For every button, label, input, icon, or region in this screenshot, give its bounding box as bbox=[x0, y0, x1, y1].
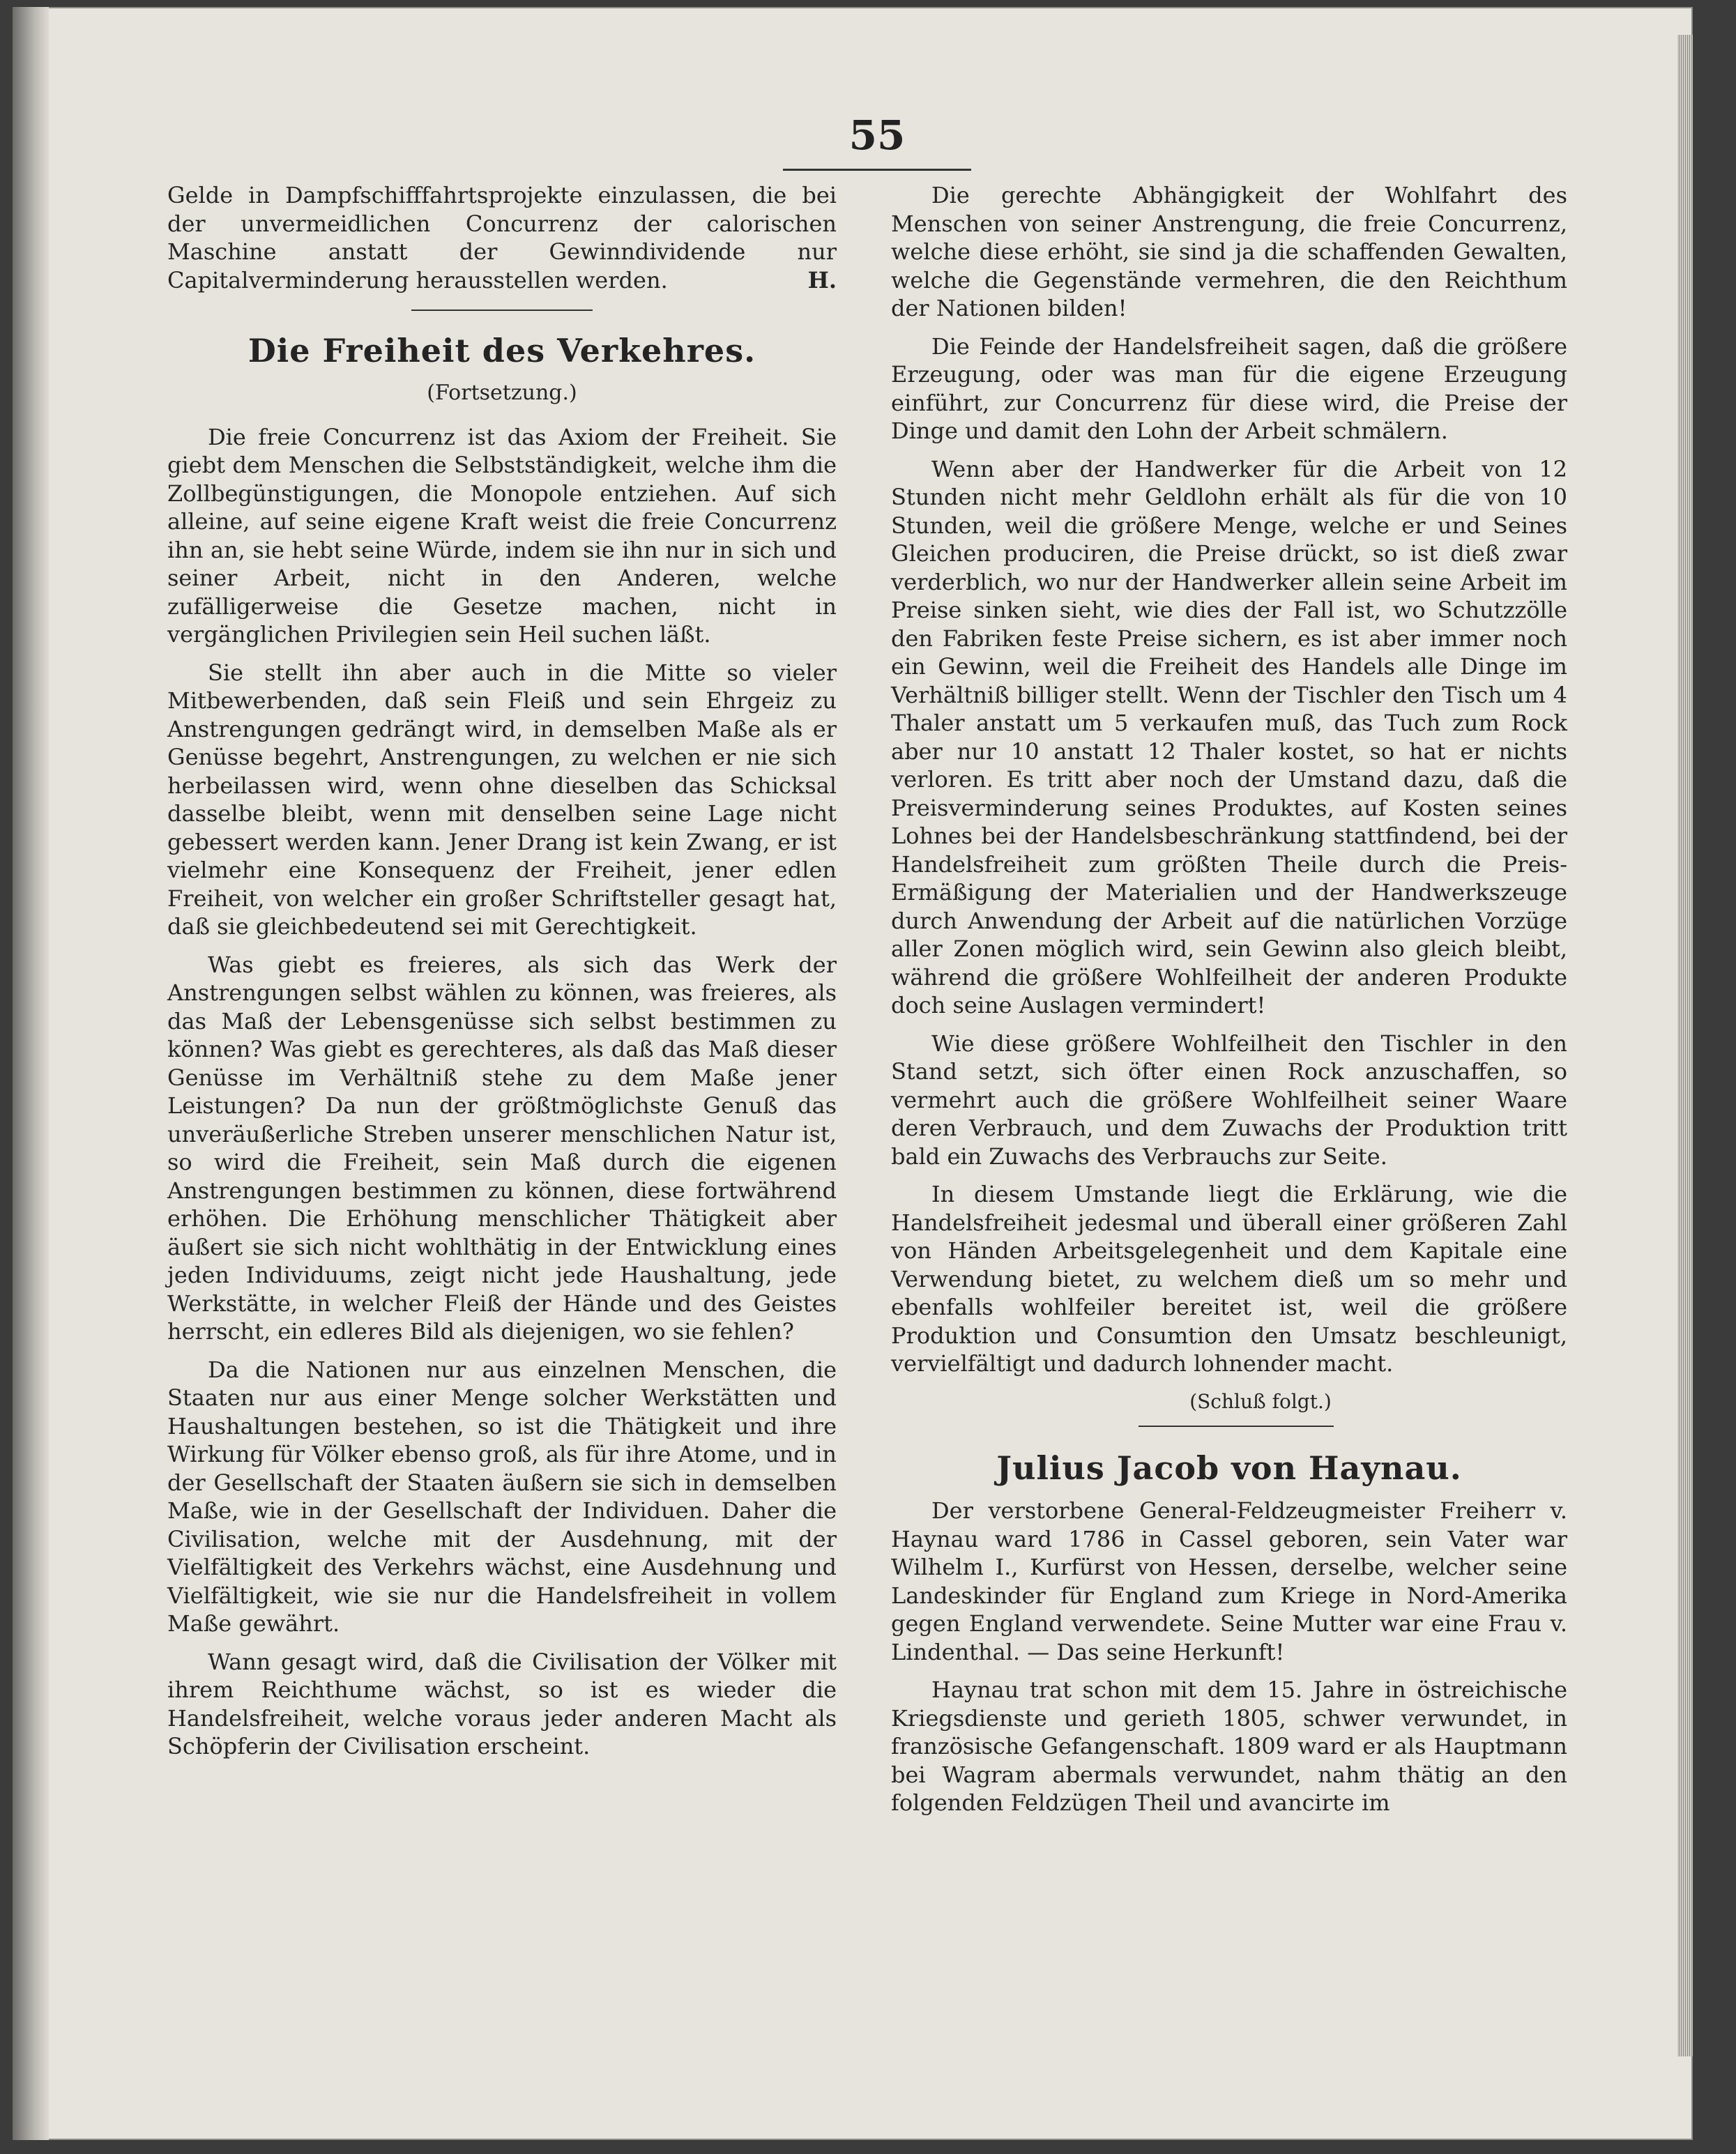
page-edges bbox=[1677, 35, 1693, 2056]
article2-paragraph: Der verstorbene General-Feldzeugmeister Freiherr v. Haynau ward 1786 in Cassel geboren, sein Vater war Wilhelm I., Kurfürst von Hessen, derselbe, welcher seine Landeskinder für England zum Kriege in Nord-Amerika gegen England verwendete. Seine Mutter war eine Frau v. Lindenthal. — Das seine Herkunft! bbox=[891, 1497, 1567, 1665]
article-paragraph: Die Feinde der Handelsfreiheit sagen, daß die größere Erzeugung, oder was man für die eigene Erzeugung einführt, zur Concurrenz für diese wird, die Preise der Dinge und damit den Lohn der Arbeit schmälern. bbox=[891, 333, 1567, 444]
article2-paragraph: Haynau trat schon mit dem 15. Jahre in östreichische Kriegsdienste und gerieth 1805, schwer verwundet, in französische Gefangenschaft. 1809 ward er als Hauptmann bei Wagram abermals verwundet, nahm thätig an den folgenden Feldzügen Theil und avancirte im bbox=[891, 1676, 1567, 1816]
section-divider bbox=[411, 310, 593, 311]
article-paragraph: Die gerechte Abhängigkeit der Wohlfahrt des Menschen von seiner Anstrengung, die freie Concurrenz, welche diese erhöht, sie sind ja die schaffenden Gewalten, welche die Gegenstände vermehren, die den Reichthum der Nationen bilden! bbox=[891, 182, 1567, 321]
intro-signature: H. bbox=[807, 266, 837, 293]
book-page bbox=[13, 7, 1693, 2140]
to-be-continued-note: (Schluß folgt.) bbox=[1189, 1389, 1332, 1413]
article2-title: Julius Jacob von Haynau. bbox=[996, 1449, 1462, 1487]
article-paragraph: Da die Nationen nur aus einzelnen Menschen, die Staaten nur aus einer Menge solcher Werkstätten und Haushaltungen bestehen, so ist die Thätigkeit und ihre Wirkung für Völker ebenso groß, als für ihre Atome, und in der Gesellschaft der Staaten äußern sie sich in demselben Maße, wie in der Gesellschaft der Individuen. Daher die Civilisation, welche mit der Ausdehnung, mit der Vielfältigkeit des Verkehrs wächst, eine Ausdehnung und Vielfältigkeit, wie sie nur die Handelsfreiheit in vollem Maße gewährt. bbox=[167, 1356, 837, 1637]
article-paragraph: Sie stellt ihn aber auch in die Mitte so vieler Mitbewerbenden, daß sein Fleiß und sein Ehrgeiz zu Anstrengungen gedrängt wird, in demselben Maße als er Genüsse begehrt, Anstrengungen, zu welchen er nie sich herbeilassen wird, wenn ohne dieselben das Schicksal dasselbe bleibt, wenn mit denselben seine Lage nicht gebessert werden kann. Jener Drang ist kein Zwang, er ist vielmehr eine Konsequenz der Freiheit, jener edlen Freiheit, von welcher ein großer Schriftsteller gesagt hat, daß sie gleichbedeutend sei mit Gerechtigkeit. bbox=[167, 659, 837, 940]
article-paragraph: Die freie Concurrenz ist das Axiom der Freiheit. Sie giebt dem Menschen die Selbstständigkeit, welche ihm die Zollbegünstigungen, die Monopole entziehen. Auf sich alleine, auf seine eigene Kraft weist die freie Concurrenz ihn an, sie hebt seine Würde, indem sie ihn nur in sich und seiner Arbeit, nicht in den Anderen, welche zufälligerweise die Gesetze machen, nicht in vergänglichen Privilegien sein Heil suchen läßt. bbox=[167, 423, 837, 648]
left-column bbox=[167, 181, 837, 1771]
right-column bbox=[891, 181, 1567, 1827]
article-paragraph: Wenn aber der Handwerker für die Arbeit von 12 Stunden nicht mehr Geldlohn erhält als für die von 10 Stunden, weil die größere Menge, welche er und Seines Gleichen produciren, die Preise drückt, so ist dieß zwar verderblich, wo nur der Handwerker allein seine Arbeit im Preise sinken sieht, wie dies der Fall ist, wo Schutzzölle den Fabriken feste Preise sichern, es ist aber immer noch ein Gewinn, weil die Freiheit des Handels alle Dinge im Verhältniß billiger stellt. Wenn der Tischler den Tisch um 4 Thaler anstatt um 5 verkaufen muß, das Tuch zum Rock aber nur 10 anstatt 12 Thaler kostet, so hat er nichts verloren. Es tritt aber noch der Umstand dazu, daß die Preisverminderung seines Produktes, auf Kosten seines Lohnes bei der Handelsbeschränkung stattfindend, bei der Handelsfreiheit zum größten Theile durch die Preis-Ermäßigung der Materialien und der Handwerkszeuge durch Anwendung der Arbeit auf die natürlichen Vorzüge aller Zonen möglich wird, sein Gewinn also gleich bleibt, während die größere Wohlfeilheit der anderen Produkte doch seine Auslagen vermindert! bbox=[891, 455, 1567, 1018]
article-paragraph: In diesem Umstande liegt die Erklärung, wie die Handelsfreiheit jedesmal und überall einer größeren Zahl von Händen Arbeitsgelegenheit und dem Kapitale eine Verwendung bietet, zu welchem dieß um so mehr und ebenfalls wohlfeiler bereitet ist, weil die größere Produktion und Consumtion den Umsatz beschleunigt, vervielfältigt und dadurch lohnender macht. bbox=[891, 1181, 1567, 1377]
section-divider bbox=[1139, 1426, 1334, 1427]
article-paragraph: Wie diese größere Wohlfeilheit den Tischler in den Stand setzt, sich öfter einen Rock anzuschaffen, so vermehrt auch die größere Wohlfeilheit seiner Waare deren Verbrauch, und dem Zuwachs der Produktion tritt bald ein Zuwachs des Verbrauchs zur Seite. bbox=[891, 1030, 1567, 1170]
article-paragraph: Was giebt es freieres, als sich das Werk der Anstrengungen selbst wählen zu können, was freieres, als das Maß der Lebensgenüsse sich selbst bestimmen zu können? Was giebt es gerechteres, als daß das Maß dieser Genüsse im Verhältniß stehe zu dem Maße jener Leistungen? Da nun der größtmöglichste Genuß das unveräußerliche Streben unserer menschlichen Natur ist, so wird die Freiheit, sein Maß durch die eigenen Anstrengungen bestimmen zu können, diese fortwährend erhöhen. Die Erhöhung menschlicher Thätigkeit aber äußert sie sich nicht wohlthätig in der Entwicklung eines jeden Individuums, zeigt nicht jede Haushaltung, jede Werkstätte, in welcher Fleiß der Hände und des Geistes herrscht, ein edleres Bild als diejenigen, wo sie fehlen? bbox=[167, 951, 837, 1345]
article-paragraph: Wann gesagt wird, daß die Civilisation der Völker mit ihrem Reichthume wächst, so ist es wieder die Handelsfreiheit, welche voraus jeder anderen Macht als Schöpferin der Civilisation erscheint. bbox=[167, 1648, 837, 1759]
article-subtitle: (Fortsetzung.) bbox=[427, 381, 577, 405]
article-title: Die Freiheit des Verkehres. bbox=[248, 332, 756, 369]
book-binding bbox=[13, 7, 49, 2140]
page-number: 55 bbox=[848, 112, 906, 159]
intro-text: Gelde in Dampfschifffahrtsprojekte einzulassen, die bei der unvermeidlichen Concurrenz der calorischen Maschine anstatt der Gewinndividende nur Capitalverminderung herausstellen werden. bbox=[167, 182, 837, 293]
intro-paragraph bbox=[167, 181, 837, 294]
header-rule bbox=[783, 169, 971, 171]
